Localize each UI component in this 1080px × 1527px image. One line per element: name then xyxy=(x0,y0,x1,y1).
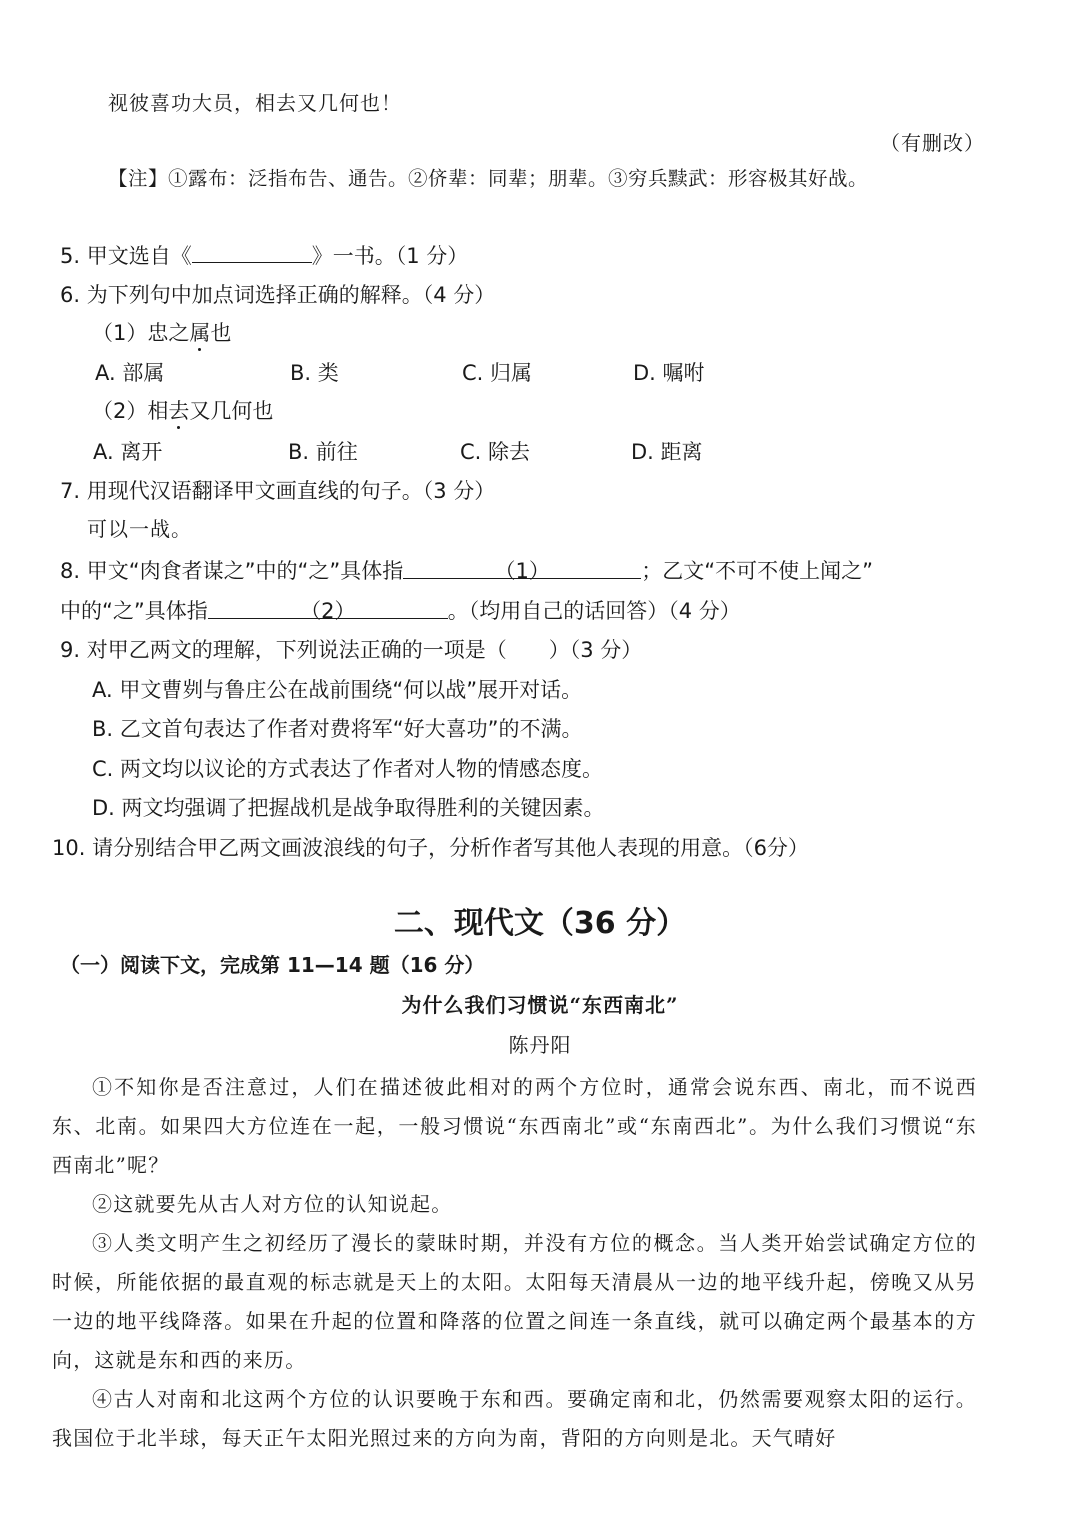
question-10-stem: 10. 请分别结合甲乙两文画波浪线的句子，分析作者写其他人表现的用意。（6分） xyxy=(52,836,809,860)
q6-1-option-c: C. 归属 xyxy=(462,361,533,385)
q8-part-1: 8. 甲文“肉食者谋之”中的“之”具体指 xyxy=(60,559,404,583)
article-paragraph-3: ③人类文明产生之初经历了漫长的蒙昧时期，并没有方位的概念。当人类开始尝试确定方位的时候，所能依据的最直观的标志就是天上的太阳。太阳每天清晨从一边的地平线升起，傍晚又从另一边的地平线降落。如果在升起的位置和降落的位置之间连一条直线，就可以确定两个最基本的方向，这就是东和西的来历。 xyxy=(52,1231,977,1372)
question-8-line-1 xyxy=(60,556,873,586)
q9-option-c: C. 两文均以议论的方式表达了作者对人物的情感态度。 xyxy=(92,757,604,781)
q5-answer-blank[interactable] xyxy=(192,240,312,263)
q6-item-1-tail: 也 xyxy=(210,321,232,345)
q9-option-b: B. 乙文首句表达了作者对费将军“好大喜功”的不满。 xyxy=(92,717,583,741)
q6-2-option-c: C. 除去 xyxy=(460,440,531,464)
q6-1-option-a: A. 部属 xyxy=(95,361,165,385)
q5-suffix: 》一书。（1 分） xyxy=(311,244,469,268)
q9-option-d: D. 两文均强调了把握战机是战争取得胜利的关键因素。 xyxy=(92,796,605,820)
article-paragraph-4: ④古人对南和北这两个方位的认识要晚于东和西。要确定南和北，仍然需要观察太阳的运行。我国位于北半球，每天正午太阳光照过来的方向为南，背阳的方向则是北。天气晴好 xyxy=(52,1387,977,1450)
q6-1-option-d: D. 嘱咐 xyxy=(633,361,705,385)
q6-item-1-dotted-word: 属 xyxy=(189,321,211,345)
q6-2-option-b: B. 前往 xyxy=(288,440,358,464)
classical-last-line: 视彼喜功大员，相去又几何也！ xyxy=(108,91,402,115)
q9-option-a: A. 甲文曹刿与鲁庄公在战前围绕“何以战”展开对话。 xyxy=(92,678,583,702)
q6-2-option-d: D. 距离 xyxy=(631,440,703,464)
section-2-title: 二、现代文（36 分） xyxy=(393,906,687,941)
question-5 xyxy=(60,240,468,271)
q8-blank-1[interactable] xyxy=(403,556,641,583)
q8-part-3: 中的“之”具体指 xyxy=(60,599,208,623)
q6-1-option-b: B. 类 xyxy=(290,361,339,385)
q8-part-4: 。（均用自己的话回答）（4 分） xyxy=(447,599,741,623)
q8-blank-2-label: （2） xyxy=(300,599,356,623)
article-author: 陈丹阳 xyxy=(508,1033,572,1057)
q6-item-2-dotted-word: 去 xyxy=(168,399,190,423)
q7-sentence: 可以一战。 xyxy=(87,517,192,541)
q6-item-1 xyxy=(92,318,231,348)
q8-blank-2[interactable] xyxy=(208,596,448,623)
question-8-line-2 xyxy=(60,596,741,626)
q6-item-2 xyxy=(92,396,273,426)
section-2-subtitle: （一）阅读下文，完成第 11—14 题（16 分） xyxy=(60,953,485,977)
article-paragraph-2: ②这就要先从古人对方位的认知说起。 xyxy=(92,1192,453,1216)
question-6-stem: 6. 为下列句中加点词选择正确的解释。（4 分） xyxy=(60,283,496,307)
q6-item-1-label: （1）忠之 xyxy=(92,321,190,345)
q8-blank-1-label: （1） xyxy=(494,559,550,583)
question-9-stem: 9. 对甲乙两文的理解，下列说法正确的一项是（ ）（3 分） xyxy=(60,638,643,662)
article-paragraph-1: ①不知你是否注意过，人们在描述彼此相对的两个方位时，通常会说东西、南北，而不说西东、北南。如果四大方位连在一起，一般习惯说“东西南北”或“东南西北”。为什么我们习惯说“东西南北”呢？ xyxy=(52,1075,977,1177)
annotation-note: 【注】①露布：泛指布告、通告。②侪辈：同辈；朋辈。③穷兵黩武：形容极其好战。 xyxy=(108,167,869,190)
q6-item-2-label: （2）相 xyxy=(92,399,169,423)
question-7-stem: 7. 用现代汉语翻译甲文画直线的句子。（3 分） xyxy=(60,479,496,503)
q6-item-2-tail: 又几何也 xyxy=(189,399,274,423)
q8-part-2: ；乙文“不可不使上闻之” xyxy=(641,559,873,583)
q6-2-option-a: A. 离开 xyxy=(93,440,163,464)
edit-note: （有删改） xyxy=(880,131,985,155)
q5-prefix: 5. 甲文选自《 xyxy=(60,244,192,268)
article-title: 为什么我们习惯说“东西南北” xyxy=(401,993,679,1017)
